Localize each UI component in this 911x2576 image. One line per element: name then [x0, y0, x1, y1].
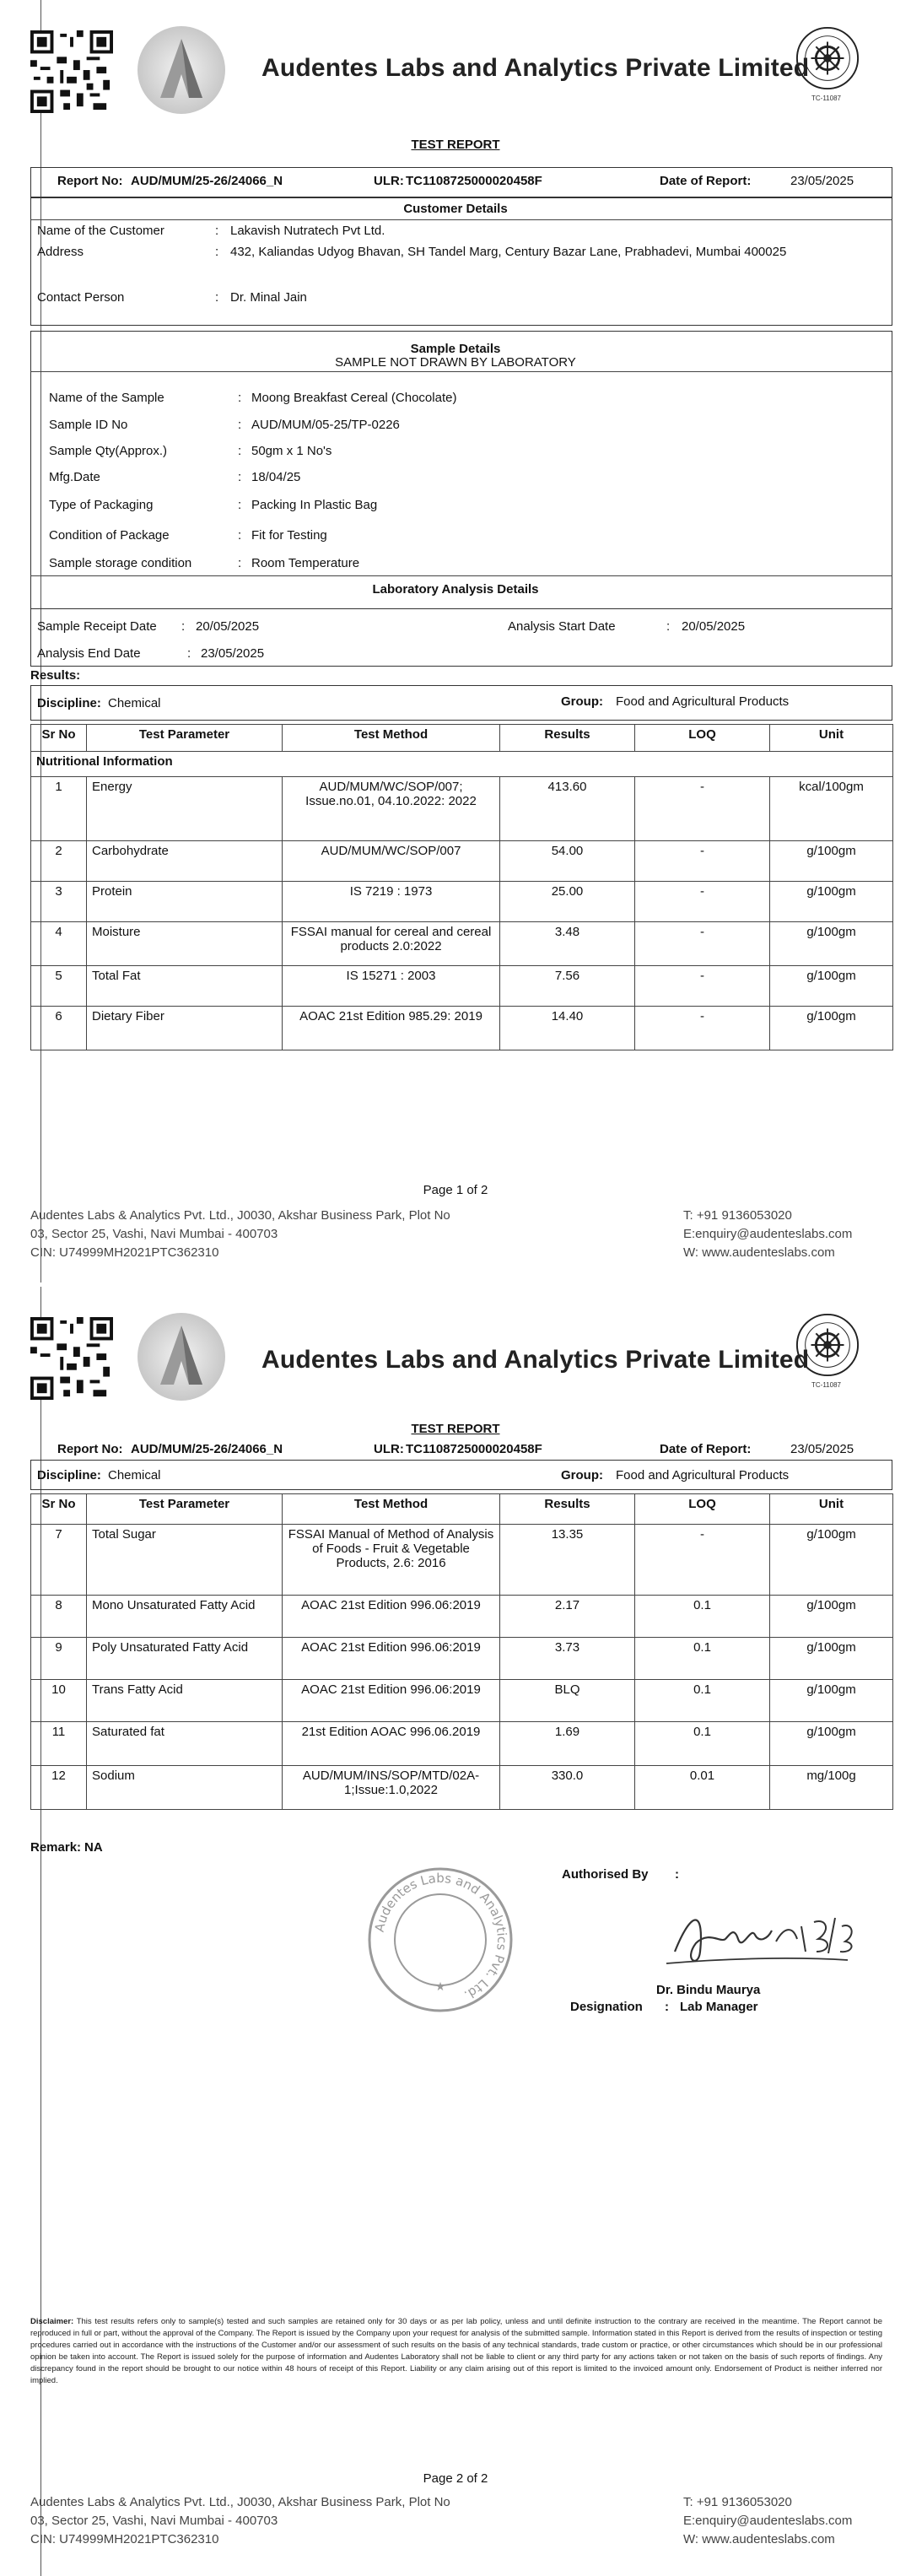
- contact-person: Dr. Minal Jain: [230, 290, 307, 305]
- page-number: Page 1 of 2: [423, 1183, 488, 1197]
- table-row: 6 Dietary Fiber AOAC 21st Edition 985.29: 2019 14.40 - g/100gm: [31, 1007, 893, 1050]
- sample-row-label: Mfg.Date: [49, 470, 100, 484]
- ulr-number: TC1108725000020458F: [406, 1442, 542, 1456]
- sample-subheading: SAMPLE NOT DRAWN BY LABORATORY: [335, 355, 576, 370]
- footer-contact: T: +91 9136053020 E:enquiry@audenteslabs.com W: www.audenteslabs.com: [683, 1207, 852, 1262]
- table-row: 3 Protein IS 7219 : 1973 25.00 - g/100gm: [31, 882, 893, 922]
- tc-code: TC-11087: [811, 95, 841, 102]
- table-row: 4 Moisture FSSAI manual for cereal and cereal products 2.0:2022 3.48 - g/100gm: [31, 922, 893, 966]
- sample-row-label: Sample Qty(Approx.): [49, 444, 168, 458]
- col-header-sr: Sr No: [31, 725, 87, 752]
- col-header-parameter: Test Parameter: [87, 725, 283, 752]
- accreditation-seal-icon: [795, 1312, 860, 1378]
- report-date: 23/05/2025: [790, 1442, 854, 1456]
- col-header-parameter: Test Parameter: [87, 1494, 283, 1525]
- discipline-label: Discipline:: [37, 696, 101, 710]
- group-value: Food and Agricultural Products: [616, 1468, 790, 1482]
- discipline-value: Chemical: [108, 696, 161, 710]
- sample-row-value: 50gm x 1 No's: [251, 444, 332, 458]
- customer-heading: Customer Details: [403, 202, 508, 216]
- customer-details-box: [30, 197, 892, 326]
- svg-text:★: ★: [434, 1979, 446, 1993]
- report-no-label: Report No:: [57, 1442, 123, 1456]
- report-title: TEST REPORT: [411, 138, 500, 152]
- sample-row-label: Condition of Package: [49, 528, 170, 543]
- table-row: 8 Mono Unsaturated Fatty Acid AOAC 21st Edition 996.06:2019 2.17 0.1 g/100gm: [31, 1596, 893, 1638]
- col-header-results: Results: [500, 725, 635, 752]
- disclaimer: Disclaimer: This test results refers only to sample(s) tested and such samples are retained only for 30 days or as per lab policy, unless and until definite instruction to the contrary are received in the meantime. The Report cannot be reproduced in full or part, without the approval of the Company. The Report is issued by the Company upon your request for analysis of the submitted sample. Information stated in this Report is derived from the results of inspection or testing procedures carried out in accordance with the instructions of the Customer and/or our assessment of such results on the basis of any technical standards, trade custom or practice, or other circumstances which should be in our professional opinion be taken into account. The Report is issued solely for the purpose of information and Audentes Laboratory shall not be liable to client or any third party for any actions taken or not taken on the basis of such reports of findings. Any discrepancy found in the report should be brought to our notice within 48 hours of receipt of this Report. Liability or any claim arising out of this report is limited to the invoiced amount only. Endorsement of Product is neither inferred nor implied.: [30, 2317, 883, 2385]
- qr-code-icon: [30, 1317, 113, 1400]
- qr-code-icon: [30, 30, 113, 113]
- designation-label: Designation: [570, 2000, 643, 2014]
- footer-contact: T: +91 9136053020 E:enquiry@audenteslabs.com W: www.audenteslabs.com: [683, 2493, 852, 2549]
- col-header-sr: Sr No: [31, 1494, 87, 1525]
- discipline-label: Discipline:: [37, 1468, 101, 1482]
- email-link[interactable]: E:enquiry@audenteslabs.com: [683, 2514, 853, 2528]
- company-logo-icon: [135, 1310, 228, 1403]
- col-header-method: Test Method: [283, 725, 500, 752]
- sample-row-label: Type of Packaging: [49, 498, 154, 512]
- footer-address: Audentes Labs & Analytics Pvt. Ltd., J0030, Akshar Business Park, Plot No 03, Sector 25, Vashi, Navi Mumbai - 400703 CIN: U74999MH2021PTC362310: [30, 2495, 450, 2546]
- table-row: 2 Carbohydrate AUD/MUM/WC/SOP/007 54.00 - g/100gm: [31, 841, 893, 882]
- sample-row-value: Packing In Plastic Bag: [251, 498, 378, 512]
- table-row: 10 Trans Fatty Acid AOAC 21st Edition 996.06:2019 BLQ 0.1 g/100gm: [31, 1680, 893, 1722]
- col-header-loq: LOQ: [635, 1494, 770, 1525]
- report-date-label: Date of Report:: [660, 174, 752, 188]
- page-number: Page 2 of 2: [423, 2471, 488, 2486]
- report-page-1: Audentes Labs and Analytics Private Limited TC-11087 TEST REPORT Report No: AUD/MUM/25-26/24066_N ULR: TC1108725000020458F Date of Report: 23/05/2025 Customer Details Name of the Customer : Lakavish Nutratech Pvt Ltd. Address : 432, Kaliandas Udyog Bhavan, SH Tandel Marg, Century Bazar Lane, Prabhadevi, Mumbai 400025 Contact Person : Dr. Minal Jain Sample Details SAMPLE NOT DRAWN BY LABORATORY Name of the Sample : Moong Breakfast Cereal (Chocolate) Sample ID No : AUD/MUM/05-25/TP-0226 Sample Qty(Approx.) : 50gm x 1 No's Mfg.Date : 18/04/25 Type of Packaging : Packing In Plastic Bag Condition of Package : Fit for Testing Sample storage condition : Room Temperature Laboratory Analysis Details Sample Receipt Date : 20/05/2025 Analysis Start Date : 20/05/2025 Analysis End Date : 23/05/2025 Results: Discipline: Chemical Group: Food and Agricultural Products Sr No Test Parameter Test Method Results LOQ Unit Nutritional Information 1 Energy AUD/MUM/WC/SOP/007; Issue.no.01, 04.10.2022: 2022 413.60 - kcal/100gm 2 Carbohydrate AUD/MUM/WC/SOP/007 54.00 - g/100gm 3 Protein IS 7219 : 1973 25.00 - g/100gm 4 Moisture FSSAI manual for cereal and cereal products 2.0:2022 3.48 - g/100gm 5 Total Fat IS 15271 : 2003 7.56 - g/100gm 6 Dietary Fiber AOAC 21st Edition 985.29: 2019 14.40 - g/100gm Page 1 of 2 Audentes Labs & Analytics Pvt. Ltd., J0030, Akshar Business Park, Plot No 03, Sector 25, Vashi, Navi Mumbai - 400703 CIN: U74999MH2021PTC362310 T: +91 9136053020 E:enquiry@audenteslabs.com W: www.audenteslabs.com: [0, 0, 911, 1283]
- receipt-date: 20/05/2025: [196, 619, 260, 634]
- report-page-2: Audentes Labs and Analytics Private Limited TC-11087 TEST REPORT Report No: AUD/MUM/25-26/24066_N ULR: TC1108725000020458F Date of Report: 23/05/2025 Discipline: Chemical Group: Food and Agricultural Products Sr No Test Parameter Test Method Results LOQ Unit 7 Total Sugar FSSAI Manual of Method of Analysis of Foods - Fruit & Vegetable Products, 2.6: 2016 13.35 - g/100gm 8 Mono Unsaturated Fatty Acid AOAC 21st Edition 996.06:2019 2.17 0.1 g/100gm 9 Poly Unsaturated Fatty Acid AOAC 21st Edition 996.06:2019 3.73 0.1 g/100gm 10 Trans Fatty Acid AOAC 21st Edition 996.06:2019 BLQ 0.1 g/100gm 11 Saturated fat 21st Edition AOAC 996.06.2019 1.69 0.1 g/100gm 12 Sodium AUD/MUM/INS/SOP/MTD/02A-1;Issue:1.0,2022 330.0 0.01 mg/100g Remark: NA Authorised By : Audentes Labs and Analytics Pvt. Ltd. ★ Dr. Bindu Maurya Designation : Lab Manager Disclaimer: This test results refers only to sample(s) tested and such samples are retained only for 30 days or as per lab policy, unless and until definite instruction to the contrary are received in the meantime. The Report cannot be reproduced in full or part, without the approval of the Company. The Report is issued by the Company upon your request for analysis of the submitted sample. Information stated in this Report is derived from the results of inspection or testing procedures carried out in accordance with the instructions of the Customer and/or our assessment of such results on the basis of any technical standards, trade custom or practice, or other circumstances which should be in our professional opinion be taken into account. The Report is issued solely for the purpose of information and Audentes Laboratory shall not be liable to client or any third party for any actions taken or not taken on the basis of such reports of findings. Any discrepancy found in the report should be brought to our notice within 48 hours of receipt of this Report. Liability or any claim arising out of this report is limited to the invoiced amount only. Endorsement of Product is neither inferred nor implied. Page 2 of 2 Audentes Labs & Analytics Pvt. Ltd., J0030, Akshar Business Park, Plot No 03, Sector 25, Vashi, Navi Mumbai - 400703 CIN: U74999MH2021PTC362310 T: +91 9136053020 E:enquiry@audenteslabs.com W: www.audenteslabs.com: [0, 1287, 911, 2576]
- results-label: Results:: [30, 668, 81, 683]
- website-link[interactable]: W: www.audenteslabs.com: [683, 1245, 835, 1260]
- tc-code: TC-11087: [811, 1381, 841, 1389]
- remark-label: Remark:: [30, 1840, 82, 1855]
- col-header-results: Results: [500, 1494, 635, 1525]
- report-date: 23/05/2025: [790, 174, 854, 188]
- website-link[interactable]: W: www.audenteslabs.com: [683, 2532, 835, 2546]
- company-name: Audentes Labs and Analytics Private Limited: [261, 54, 810, 82]
- report-title: TEST REPORT: [411, 1422, 500, 1436]
- col-header-unit: Unit: [770, 1494, 893, 1525]
- group-value: Food and Agricultural Products: [616, 694, 790, 709]
- signatory-name: Dr. Bindu Maurya: [656, 1983, 761, 1997]
- report-date-label: Date of Report:: [660, 1442, 752, 1456]
- end-date-label: Analysis End Date: [37, 646, 141, 661]
- report-no: AUD/MUM/25-26/24066_N: [131, 174, 283, 188]
- start-date: 20/05/2025: [682, 619, 746, 634]
- group-label: Group:: [561, 1468, 603, 1482]
- signature-icon: [650, 1893, 860, 1985]
- customer-name: Lakavish Nutratech Pvt Ltd.: [230, 224, 385, 238]
- sample-row-label: Name of the Sample: [49, 391, 164, 405]
- sample-row-value: Room Temperature: [251, 556, 360, 570]
- remark-value: NA: [84, 1840, 103, 1855]
- table-row: 9 Poly Unsaturated Fatty Acid AOAC 21st Edition 996.06:2019 3.73 0.1 g/100gm: [31, 1638, 893, 1680]
- ulr-number: TC1108725000020458F: [406, 174, 542, 188]
- lab-dates-box: [30, 609, 892, 667]
- section-label: Nutritional Information: [31, 752, 893, 777]
- table-row: 5 Total Fat IS 15271 : 2003 7.56 - g/100gm: [31, 966, 893, 1007]
- email-link[interactable]: E:enquiry@audenteslabs.com: [683, 1227, 853, 1241]
- contact-label: Contact Person: [37, 290, 125, 305]
- authorised-label: Authorised By: [562, 1867, 649, 1882]
- company-name: Audentes Labs and Analytics Private Limited: [261, 1346, 810, 1374]
- company-stamp-icon: [364, 1864, 516, 2016]
- discipline-value: Chemical: [108, 1468, 161, 1482]
- lab-heading: Laboratory Analysis Details: [372, 582, 539, 597]
- sample-row-label: Sample ID No: [49, 418, 128, 432]
- ulr-label: ULR:: [374, 1442, 404, 1456]
- accreditation-seal-icon: [795, 25, 860, 91]
- sample-row-value: 18/04/25: [251, 470, 301, 484]
- designation-value: Lab Manager: [680, 2000, 758, 2014]
- customer-address: 432, Kaliandas Udyog Bhavan, SH Tandel Marg, Century Bazar Lane, Prabhadevi, Mumbai 400025: [230, 245, 787, 259]
- receipt-date-label: Sample Receipt Date: [37, 619, 157, 634]
- sample-heading: Sample Details: [410, 342, 501, 356]
- results-table-page-1: [30, 724, 893, 1050]
- table-row: 7 Total Sugar FSSAI Manual of Method of Analysis of Foods - Fruit & Vegetable Products, 2.6: 2016 13.35 - g/100gm: [31, 1525, 893, 1596]
- report-no: AUD/MUM/25-26/24066_N: [131, 1442, 283, 1456]
- start-date-label: Analysis Start Date: [508, 619, 616, 634]
- results-table-page-2: [30, 1493, 893, 1810]
- end-date: 23/05/2025: [201, 646, 265, 661]
- sample-row-value: Fit for Testing: [251, 528, 327, 543]
- table-row: 1 Energy AUD/MUM/WC/SOP/007; Issue.no.01, 04.10.2022: 2022 413.60 - kcal/100gm: [31, 777, 893, 841]
- sample-row-value: AUD/MUM/05-25/TP-0226: [251, 418, 400, 432]
- report-no-label: Report No:: [57, 174, 123, 188]
- col-header-unit: Unit: [770, 725, 893, 752]
- address-label: Address: [37, 245, 84, 259]
- group-label: Group:: [561, 694, 603, 709]
- col-header-method: Test Method: [283, 1494, 500, 1525]
- ulr-label: ULR:: [374, 174, 404, 188]
- company-logo-icon: [135, 24, 228, 116]
- sample-row-label: Sample storage condition: [49, 556, 192, 570]
- col-header-loq: LOQ: [635, 725, 770, 752]
- svg-text:Audentes Labs and Analytics Pv: Audentes Labs and Analytics Pvt. Ltd.: [371, 1870, 510, 2004]
- table-row: 12 Sodium AUD/MUM/INS/SOP/MTD/02A-1;Issue:1.0,2022 330.0 0.01 mg/100g: [31, 1766, 893, 1810]
- table-row: 11 Saturated fat 21st Edition AOAC 996.06.2019 1.69 0.1 g/100gm: [31, 1722, 893, 1766]
- footer-address: Audentes Labs & Analytics Pvt. Ltd., J0030, Akshar Business Park, Plot No 03, Sector 25, Vashi, Navi Mumbai - 400703 CIN: U74999MH2021PTC362310: [30, 1208, 450, 1260]
- sample-row-value: Moong Breakfast Cereal (Chocolate): [251, 391, 457, 405]
- customer-name-label: Name of the Customer: [37, 224, 164, 238]
